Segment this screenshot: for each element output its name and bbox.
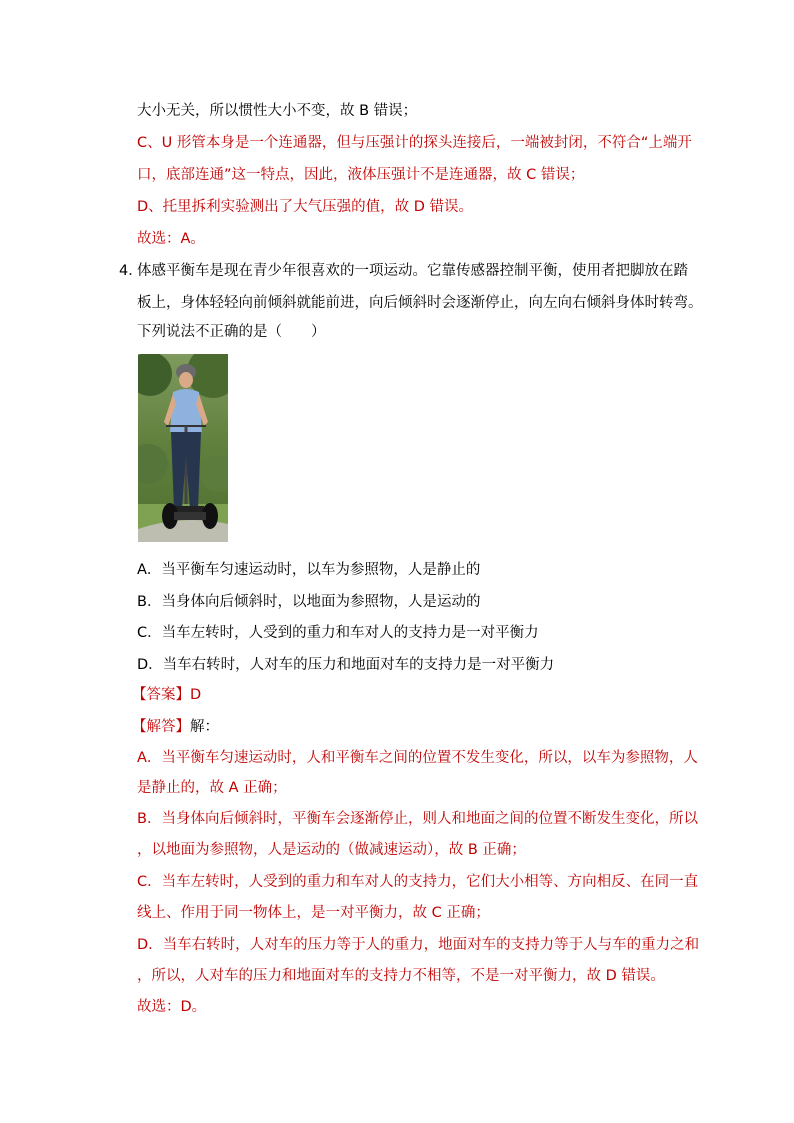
explanation-line-3: B．当身体向后倾斜时，平衡车会逐渐停止，则人和地面之间的位置不断发生变化，所以 [137, 811, 698, 827]
analysis-row [132, 717, 219, 737]
option-d: D．当车右转时，人对车的压力和地面对车的支持力是一对平衡力 [137, 657, 555, 673]
explanation-line-1: A．当平衡车匀速运动时，人和平衡车之间的位置不发生变化，所以，以车为参照物，人 [137, 750, 698, 766]
explanation-line-6: 线上、作用于同一物体上，是一对平衡力，故 C 正确； [137, 905, 490, 921]
question-stem-line-1: 体感平衡车是现在青少年很喜欢的一项运动。它靠传感器控制平衡，使用者把脚放在踏 [137, 263, 688, 279]
prev-choice: 故选：A。 [137, 231, 205, 247]
analysis-intro: 解： [190, 719, 219, 735]
explanation-line-5: C．当车左转时，人受到的重力和车对人的支持力，它们大小相等、方向相反、在同一直 [137, 874, 699, 890]
explanation-line-7: D．当车右转时，人对车的压力等于人的重力，地面对车的支持力等于人与车的重力之和 [137, 937, 700, 953]
answer-tag: 【答案】 [132, 687, 190, 703]
option-a: A．当平衡车匀速运动时，以车为参照物，人是静止的 [137, 562, 481, 578]
analysis-tag: 【解答】 [132, 719, 190, 735]
prev-line-1: 大小无关，所以惯性大小不变，故 B 错误； [137, 103, 418, 119]
question-stem-line-3: 下列说法不正确的是（ ） [137, 324, 326, 340]
explanation-line-4: ，以地面为参照物，人是运动的（做减速运动），故 B 正确； [137, 842, 526, 858]
segway-rider-photo [138, 354, 228, 542]
answer-row [132, 685, 201, 705]
option-c: C．当车左转时，人受到的重力和车对人的支持力是一对平衡力 [137, 625, 539, 641]
explanation-line-2: 是静止的，故 A 正确； [137, 780, 287, 796]
question-stem-line-2: 板上，身体轻轻向前倾斜就能前进，向后倾斜时会逐渐停止，向左向右倾斜身体时转弯。 [137, 295, 703, 311]
prev-line-2: C、U 形管本身是一个连通器，但与压强计的探头连接后，一端被封闭，不符合“上端开 [137, 135, 692, 151]
prev-line-3: 口，底部连通”这一特点，因此，液体压强计不是连通器，故 C 错误； [137, 167, 585, 183]
prev-line-4: D、托里拆利实验测出了大气压强的值，故 D 错误。 [137, 199, 474, 215]
question-number: 4． [119, 263, 143, 279]
answer-value: D [190, 687, 202, 703]
option-b: B．当身体向后倾斜时，以地面为参照物，人是运动的 [137, 594, 481, 610]
final-choice: 故选：D。 [137, 999, 207, 1015]
explanation-line-8: ，所以，人对车的压力和地面对车的支持力不相等，不是一对平衡力，故 D 错误。 [137, 968, 665, 984]
